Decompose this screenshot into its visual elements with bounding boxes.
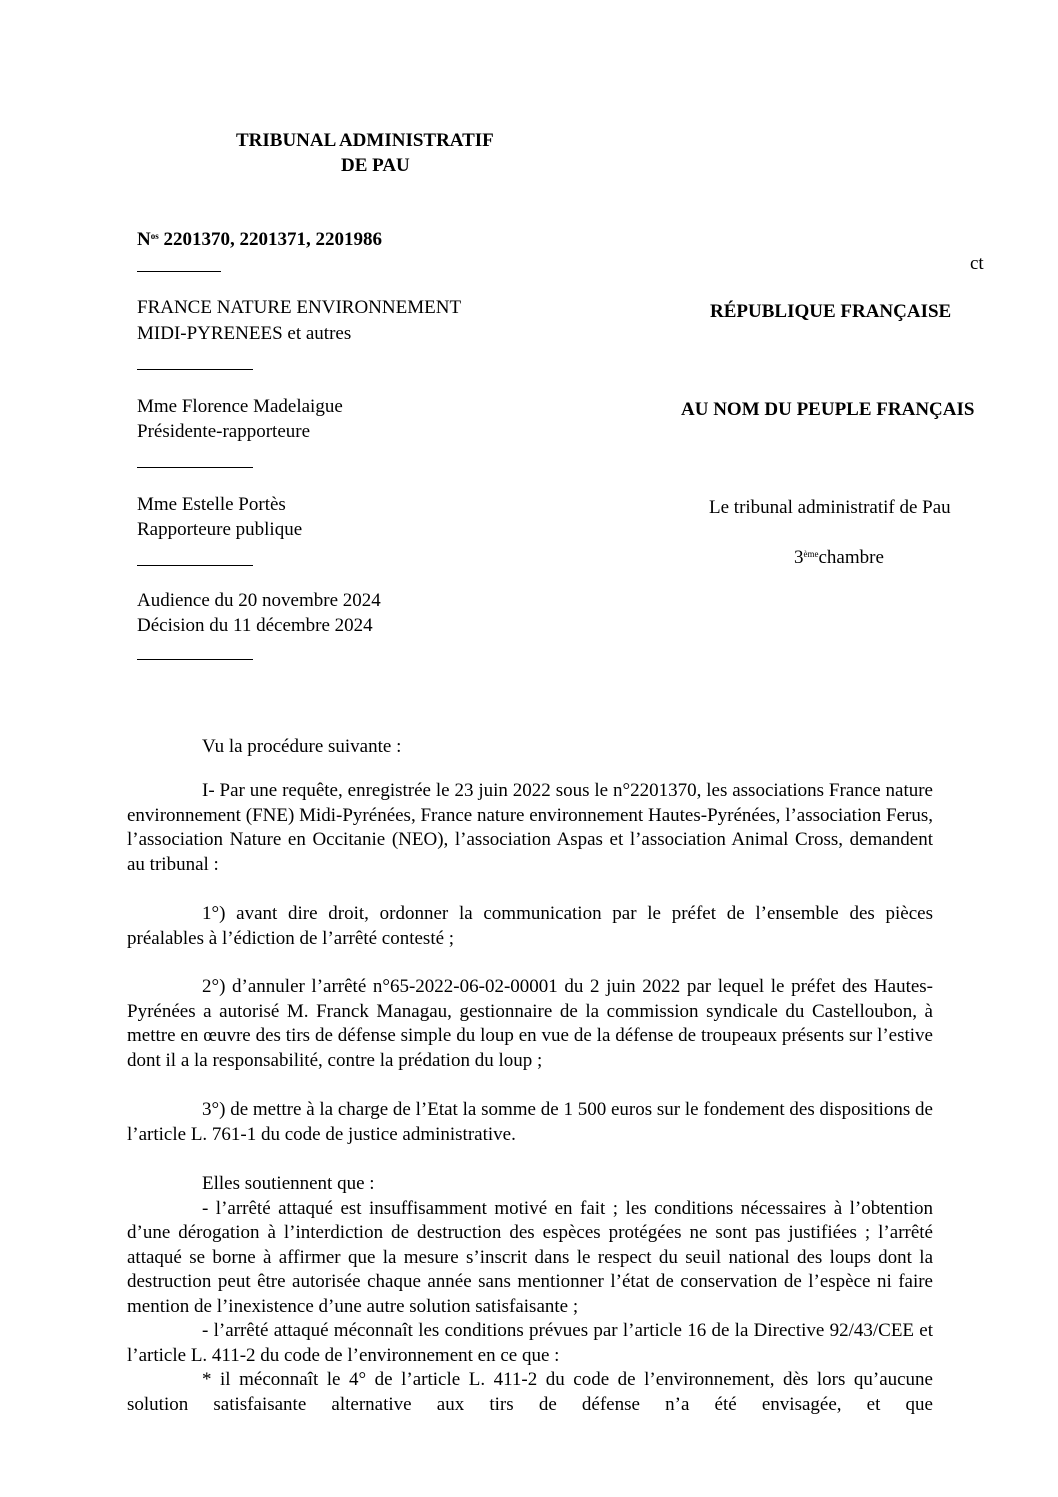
case-numbers (137, 229, 382, 251)
claim-3 (127, 1098, 933, 1147)
rapporteur-name: Mme Estelle Portès (137, 494, 286, 515)
case-no-values: 2201370, 2201371, 2201986 (163, 229, 382, 250)
court-name-line1: TRIBUNAL ADMINISTRATIF (236, 130, 494, 151)
arguments-section (127, 1172, 933, 1417)
paragraph: 1°) avant dire droit, ordonner la communication par le préfet de l’ensemble des pièces préalables à l’édiction de l’arrêté contesté ; (127, 903, 933, 949)
chamber-word: chambre (818, 547, 884, 568)
paragraph: - l’arrêté attaqué est insuffisamment motivé en fait ; les conditions nécessaires à l’obtention d’une dérogation à l’interdiction de destruction des espèces protégées ne sont pas justifiées ; l’arrêté attaqué se borne à affirmer que la mesure s’inscrit dans le respect du seuil national des loups dont la destruction peut être autorisée chaque année sans mentionner l’état de conservation de l’espèce ni faire mention de l’inexistence d’une autre solution satisfaisante ; (127, 1197, 933, 1317)
divider (137, 271, 221, 272)
paragraph: I- Par une requête, enregistrée le 23 juin 2022 sous le n°2201370, les associations France nature environnement (FNE) Midi-Pyrénées, France nature environnement Hautes-Pyrénées, l’association Ferus, l’association Nature en Occitanie (NEO), l’association Aspas et l’association Animal Cross, demandent au tribunal : (127, 780, 933, 875)
intro-paragraph (127, 735, 933, 760)
paragraph: 3°) de mettre à la charge de l’Etat la somme de 1 500 euros sur le fondement des dispositions de l’article L. 761-1 du code de justice administrative. (127, 1099, 933, 1145)
divider (137, 659, 253, 660)
paragraph: Elles soutiennent que : (202, 1173, 375, 1194)
parties-line1: FRANCE NATURE ENVIRONNEMENT (137, 297, 462, 318)
parties-line2: MIDI-PYRENEES et autres (137, 323, 352, 344)
divider (137, 467, 253, 468)
president-role: Présidente-rapporteure (137, 421, 311, 442)
rapporteur-role: Rapporteure publique (137, 519, 303, 540)
claim-1 (127, 902, 933, 951)
people-heading: AU NOM DU PEUPLE FRANÇAIS (681, 399, 975, 420)
president-name: Mme Florence Madelaigue (137, 396, 343, 417)
court-name-line2: DE PAU (341, 155, 410, 176)
claim-2 (127, 975, 933, 1073)
divider (137, 369, 253, 370)
paragraph: 2°) d’annuler l’arrêté n°65-2022-06-02-00001 du 2 juin 2022 par lequel le préfet des Hautes-Pyrénées a autorisé M. Franck Managau, gestionnaire de la commission syndicale du Castelloubon, à mettre en œuvre des tirs de défense simple du loup en vue de la défense de troupeaux présents sur l’estive dont il a la responsabilité, contre la prédation du loup ; (127, 976, 933, 1071)
chamber (794, 547, 884, 569)
divider (137, 565, 253, 566)
chamber-sup: ème (803, 549, 819, 559)
paragraph: * il méconnaît le 4° de l’article L. 411-2 du code de l’environnement, dès lors qu’aucune solution satisfaisante alternative aux tirs de défense n’a été envisagée, et que (127, 1369, 933, 1415)
request-section (127, 779, 933, 877)
paragraph: - l’arrêté attaqué méconnaît les conditions prévues par l’article 16 de la Directive 92/43/CEE et l’article L. 411-2 du code de l’environnement en ce que : (127, 1320, 933, 1366)
hearing-date: Audience du 20 novembre 2024 (137, 590, 381, 611)
initials: ct (970, 253, 984, 274)
decision-date: Décision du 11 décembre 2024 (137, 615, 373, 636)
paragraph: Vu la procédure suivante : (202, 736, 402, 757)
court-title: Le tribunal administratif de Pau (709, 497, 951, 518)
republic-heading: RÉPUBLIQUE FRANÇAISE (710, 301, 952, 322)
chamber-number: 3 (794, 547, 804, 568)
case-no-prefix: N (137, 229, 151, 250)
case-no-sup: os (150, 231, 159, 241)
